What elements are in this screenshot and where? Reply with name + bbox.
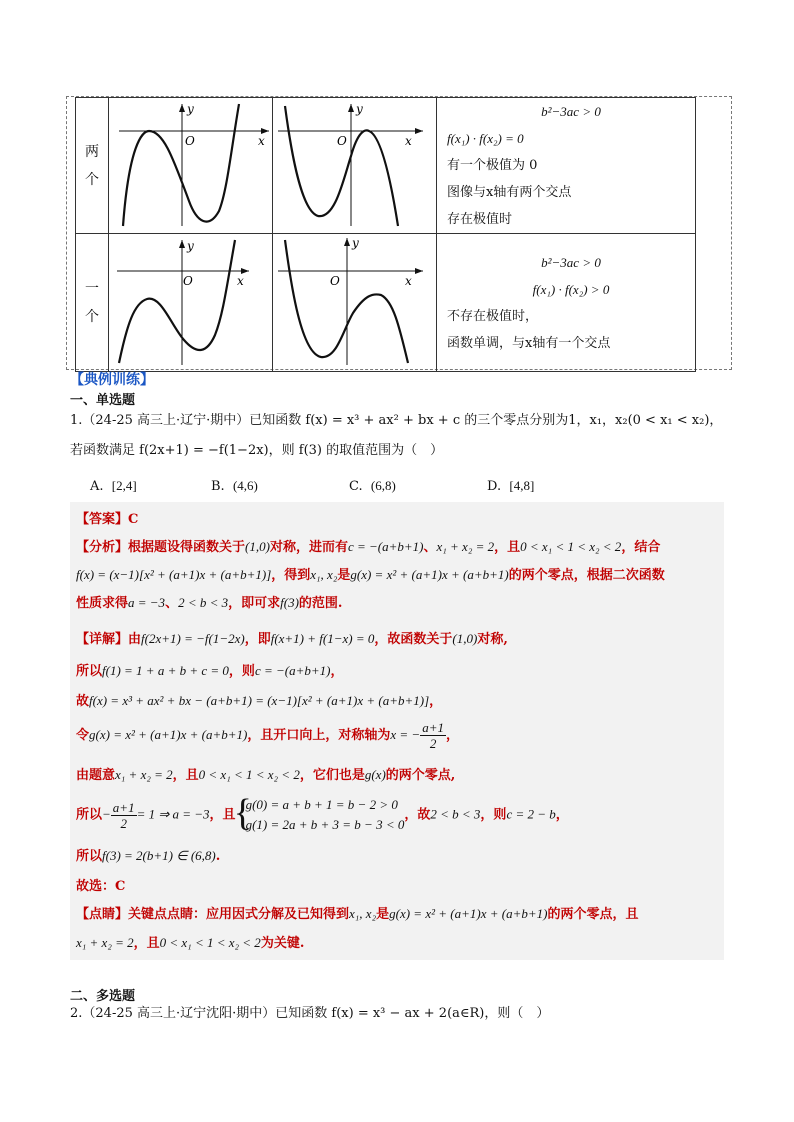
svg-text:x: x: [405, 133, 412, 148]
cond-monotone: 函数单调，与x轴有一个交点: [447, 335, 611, 351]
row-label-two: 两个: [76, 98, 109, 234]
detail-line-7: 所以f(3) = 2(b+1) ∈ (6,8).: [76, 848, 221, 864]
option-c[interactable]: C. (6,8): [349, 478, 396, 494]
analysis-line-3: 性质求得a = −3、2 < b < 3，即可求f(3)的范围.: [76, 595, 343, 611]
svg-text:O: O: [185, 133, 195, 148]
cond-product: f(x₁) · f(x₂) > 0: [532, 281, 610, 297]
detail-line-2: 所以f(1) = 1 + a + b + c = 0，则c = −(a+b+1)，: [76, 663, 344, 679]
detail-line-6: 所以− $\frac{a+1}{2}$ = 1 ⇒ a = −3，且 { g(0) = a + b + 1 = b − 2 > 0 g(1) = 2a + b + 3 = b − 3 < 0 ，故2 < b < 3，则c = 2 − b，: [76, 795, 569, 835]
cubic-graph-one-negative: [273, 235, 436, 371]
question-2: 2.（24-25 高三上·辽宁沈阳·期中）已知函数 f(x) = x³ − ax + 2(a∈R)，则（ ）: [70, 1006, 550, 1021]
option-a[interactable]: A. [2,4]: [90, 478, 137, 494]
answer-line: 【答案】C: [76, 512, 139, 527]
cond-discriminant: b²−3ac > 0: [541, 254, 601, 270]
choice-line: 故选：C: [76, 879, 126, 894]
option-d[interactable]: D. [4,8]: [487, 478, 535, 494]
svg-text:O: O: [183, 273, 193, 288]
detail-line-3: 故f(x) = x³ + ax² + bx − (a+b+1) = (x−1)[x² + (a+1)x + (a+b+1)]，: [76, 693, 443, 709]
svg-text:O: O: [330, 273, 340, 288]
cond-extreme: 有一个极值为 0: [447, 158, 538, 173]
svg-text:y: y: [187, 101, 194, 116]
graph-one-a: [109, 234, 273, 372]
cond-intersect: 图像与x轴有两个交点: [447, 185, 572, 200]
cubic-graph-one-positive: [109, 235, 272, 371]
graph-one-b: [273, 234, 437, 372]
key-point-line-1: 【点睛】关键点点睛：应用因式分解及已知得到x₁, x₂是g(x) = x² + (a+1)x + (a+b+1)的两个零点，且: [76, 906, 639, 922]
cond-product: f(x₁) · f(x₂) = 0: [447, 131, 524, 146]
svg-text:y: y: [352, 235, 359, 250]
option-b[interactable]: B. (4,6): [211, 478, 258, 494]
svg-text:x: x: [237, 273, 244, 288]
svg-text:x: x: [258, 133, 265, 148]
zero-count-table: [75, 97, 696, 372]
answer-box: [70, 502, 724, 960]
key-point-line-2: x₁ + x₂ = 2，且0 < x₁ < 1 < x₂ < 2为关键.: [76, 935, 305, 951]
conditions-one: [437, 234, 696, 372]
section-single-choice: 一、单选题: [70, 393, 136, 408]
detail-line-1: 【详解】由f(2x+1) = −f(1−2x)，即f(x+1) + f(1−x) = 0，故函数关于(1,0)对称,: [76, 631, 508, 647]
graph-two-a: [109, 98, 273, 234]
svg-text:y: y: [356, 101, 363, 116]
conditions-two: [437, 98, 696, 234]
question-1-line-1: 1.（24-25 高三上·辽宁·期中）已知函数 f(x) = x³ + ax² + bx + c 的三个零点分别为1，x₁，x₂(0 < x₁ < x₂)，: [70, 413, 723, 428]
section-multi-choice: 二、多选题: [70, 989, 136, 1004]
cond-discriminant: b²−3ac > 0: [541, 104, 601, 119]
detail-line-4: 令g(x) = x² + (a+1)x + (a+b+1)，且开口向上，对称轴为x = − $\frac{a+1}{2}$ ，: [76, 720, 459, 751]
analysis-line-2: f(x) = (x−1)[x² + (a+1)x + (a+b+1)]，得到x₁, x₂是g(x) = x² + (a+1)x + (a+b+1)的两个零点，根据二次函数: [76, 567, 665, 583]
cubic-graph-two-positive: [109, 101, 272, 231]
question-1-line-2: 若函数满足 f(2x+1) = −f(1−2x)，则 f(3) 的取值范围为（ ）: [70, 443, 444, 458]
detail-line-5: 由题意x₁ + x₂ = 2，且0 < x₁ < 1 < x₂ < 2，它们也是g(x)的两个零点,: [76, 767, 456, 783]
graph-two-b: [273, 98, 437, 234]
svg-text:x: x: [405, 273, 412, 288]
cubic-graph-two-negative: [273, 101, 436, 231]
cond-no-extreme: 不存在极值时，: [447, 308, 539, 324]
analysis-line-1: 【分析】根据题设得函数关于(1,0)对称，进而有c = −(a+b+1)、x₁ + x₂ = 2，且0 < x₁ < 1 < x₂ < 2，结合: [76, 539, 661, 555]
section-heading: 【典例训练】: [70, 372, 154, 388]
svg-text:y: y: [187, 238, 194, 253]
row-label-one: 一个: [76, 234, 109, 372]
cond-exist: 存在极值时: [447, 212, 513, 227]
svg-text:O: O: [337, 133, 347, 148]
